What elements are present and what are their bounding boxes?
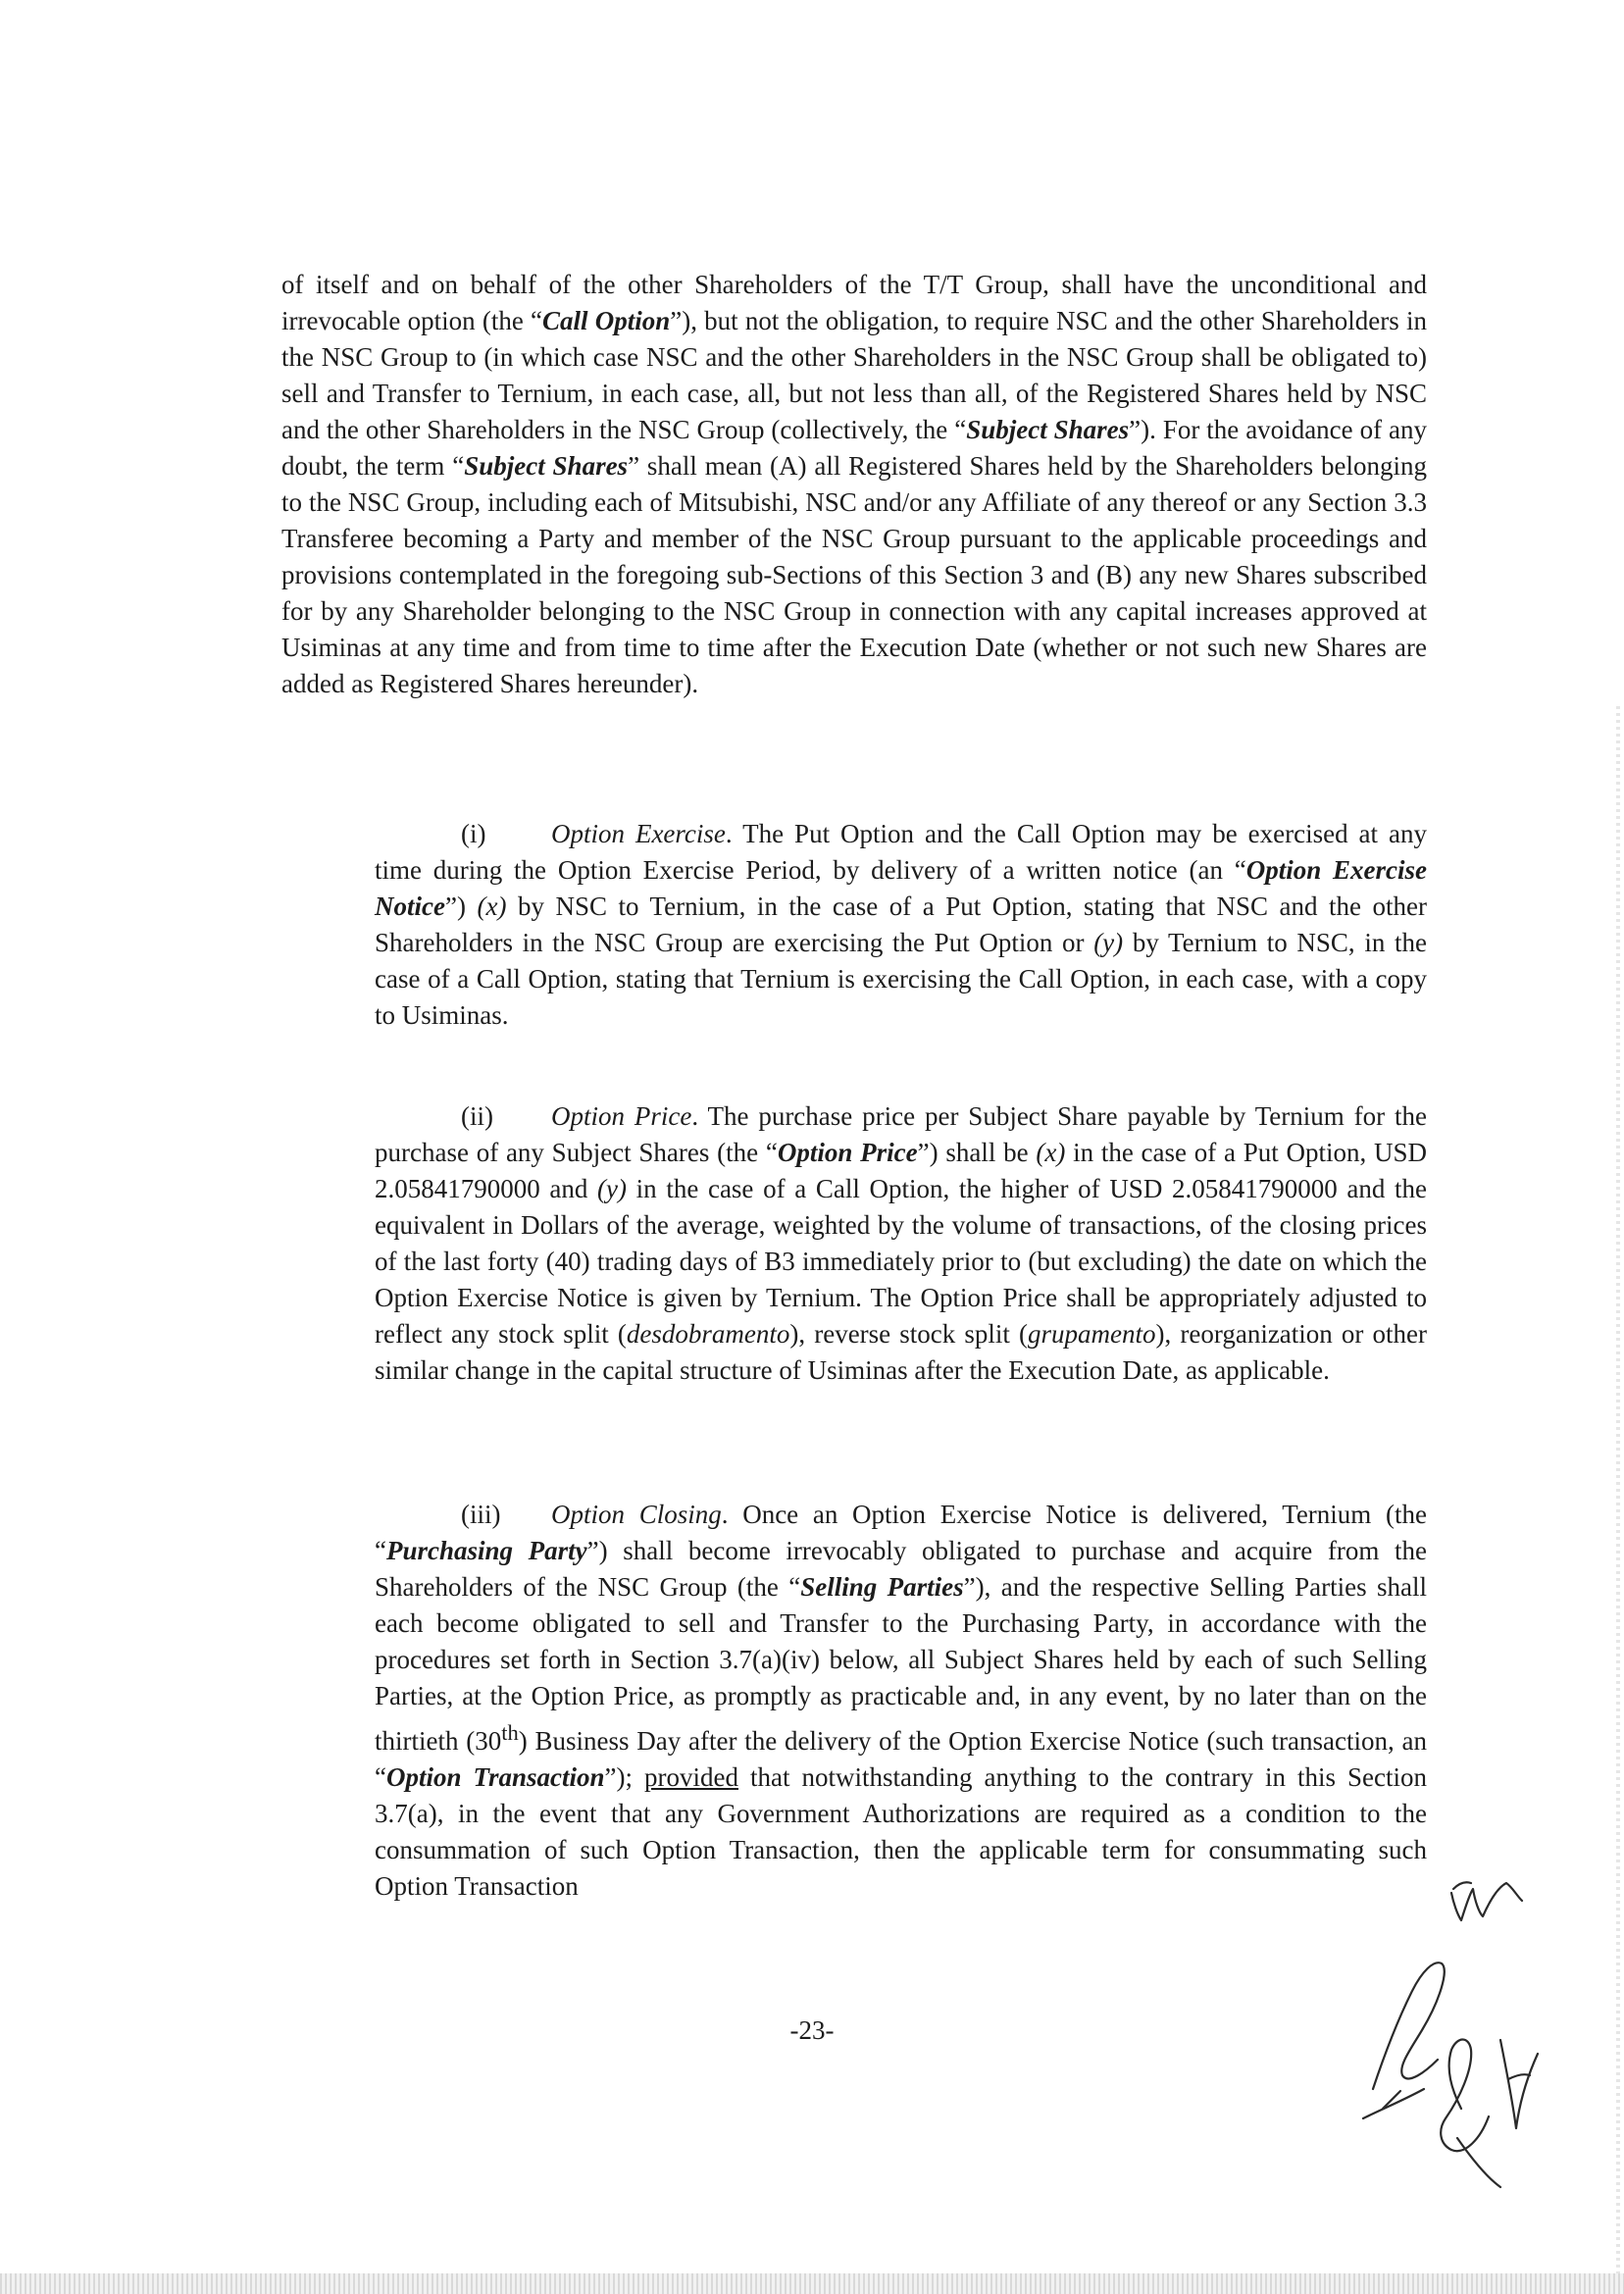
initials-signature-drawing [1344, 1844, 1599, 2197]
text-fragment: by Ternium to NSC, in the case of a Call Option, stating that Ternium is exercising the Call Option, in each case, with a copy to Usiminas. [375, 928, 1428, 1030]
marker-x: (x) [1036, 1138, 1066, 1167]
scan-edge-vertical [1616, 706, 1620, 2275]
text-fragment: ”); [604, 1762, 645, 1792]
clause-heading: Option Price [551, 1101, 692, 1131]
text-fragment: ”), and the respective Selling Parties shall each become obligated to sell and Transfer to the Purchasing Party, in accordance with the procedures set forth in Section 3.7(a)(iv) below, all Subject Shares held by each of such Selling Parties, at the Option Price, as promptly as practicable and, in any event, by no later than on the thirtieth (30 [375, 1572, 1428, 1756]
paragraph-call-option [281, 267, 1427, 702]
paragraph-option-price [375, 1098, 1427, 1389]
defined-term-option-price: Option Price [777, 1138, 918, 1167]
clause-number: (iii) [461, 1500, 501, 1529]
text-fragment: by NSC to Ternium, in the case of a Put Option, stating that NSC and the other Shareholders in the NSC Group are exercising the Put Option or [375, 892, 1427, 957]
defined-term-option-exercise-notice: Option Exercise Notice [375, 855, 1427, 921]
clause-number: (ii) [461, 1101, 493, 1131]
defined-term-selling-parties: Selling Parties [800, 1572, 964, 1602]
handwritten-initials [1344, 1844, 1599, 2197]
text-fragment: . The purchase price per Subject Share payable by Ternium for the purchase of any Subject Shares (the “ [375, 1101, 1427, 1167]
defined-term-subject-shares: Subject Shares [966, 415, 1130, 444]
text-fragment: ”) shall become irrevocably obligated to purchase and acquire from the Shareholders of the NSC Group (the “ [375, 1536, 1428, 1602]
defined-term-option-transaction: Option Transaction [385, 1762, 605, 1792]
text-fragment: ”) [444, 892, 478, 921]
page-number: -23- [789, 2015, 835, 2045]
marker-y: (y) [1093, 928, 1124, 957]
text-fragment: in the case of a Call Option, the higher of USD 2.05841790000 and the equivalent in Dollars of the average, weighted by the volume of transactions, of the closing prices of the last forty (40) trading days of B3 immediately prior to (but excluding) the date on which the Option Exercise Notice is given by Ternium. The Option Price shall be appropriately adjusted to reflect any stock split ( [375, 1174, 1428, 1349]
defined-term-subject-shares: Subject Shares [464, 451, 629, 481]
clause-heading: Option Closing [551, 1500, 722, 1529]
scan-edge-bottom [0, 2273, 1624, 2294]
text-fragment: ”), but not the obligation, to require NSC and the other Shareholders in the NSC Group to (in which case NSC and the other Shareholders in the NSC Group shall be obligated to) sell and Transfer to Ternium, in each case, all, but not less than all, of the Registered Shares held by NSC and the other Shareholders in the NSC Group (collectively, the “ [281, 306, 1427, 444]
text-fragment: ), reverse stock split ( [789, 1319, 1028, 1349]
text-fragment: ”) shall be [917, 1138, 1037, 1167]
text-fragment: . Once an Option Exercise Notice is delivered, Ternium (the “ [375, 1500, 1427, 1565]
text-fragment: of itself and on behalf of the other Shareholders of the T/T Group, shall have the unconditional and irrevocable option (the “ [281, 270, 1427, 335]
text-fragment: that notwithstanding anything to the contrary in this Section 3.7(a), in the event that any Government Authorizations are required as a condition to the consummation of such Option Transaction, then the applicable term for consummating such Option Transaction [375, 1762, 1427, 1901]
underlined-provided: provided [644, 1762, 739, 1792]
marker-x: (x) [477, 892, 507, 921]
clause-number: (i) [461, 819, 486, 848]
text-fragment: ”). For the avoidance of any doubt, the term “ [281, 415, 1427, 481]
ordinal-suffix: th [501, 1720, 519, 1745]
foreign-term-desdobramento: desdobramento [626, 1319, 790, 1349]
defined-term-purchasing-party: Purchasing Party [385, 1536, 587, 1565]
defined-term-call-option: Call Option [542, 306, 671, 335]
foreign-term-grupamento: grupamento [1028, 1319, 1156, 1349]
text-fragment: ” shall mean (A) all Registered Shares held by the Shareholders belonging to the NSC Group, including each of Mitsubishi, NSC and/or any Affiliate of any thereof or any Section 3.3 Transferee becoming a Party and member of the NSC Group pursuant to the applicable proceedings and provisions contemplated in the foregoing sub-Sections of this Section 3 and (B) any new Shares subscribed for by any Shareholder belonging to the NSC Group in connection with any capital increases approved at Usiminas at any time and from time to time after the Execution Date (whether or not such new Shares are added as Registered Shares hereunder). [281, 451, 1427, 698]
text-fragment: . The Put Option and the Call Option may be exercised at any time during the Option Exercise Period, by delivery of a written notice (an “ [375, 819, 1427, 885]
marker-y: (y) [597, 1174, 628, 1203]
text-fragment: in the case of a Put Option, USD 2.05841790000 and [375, 1138, 1428, 1203]
text-fragment: ) Business Day after the delivery of the Option Exercise Notice (such transaction, an “ [375, 1726, 1427, 1792]
clause-heading: Option Exercise [551, 819, 726, 848]
paragraph-option-exercise [375, 816, 1427, 1034]
text-fragment: ), reorganization or other similar change in the capital structure of Usiminas after the Execution Date, as applicable. [375, 1319, 1427, 1385]
paragraph-option-closing [375, 1497, 1427, 1905]
